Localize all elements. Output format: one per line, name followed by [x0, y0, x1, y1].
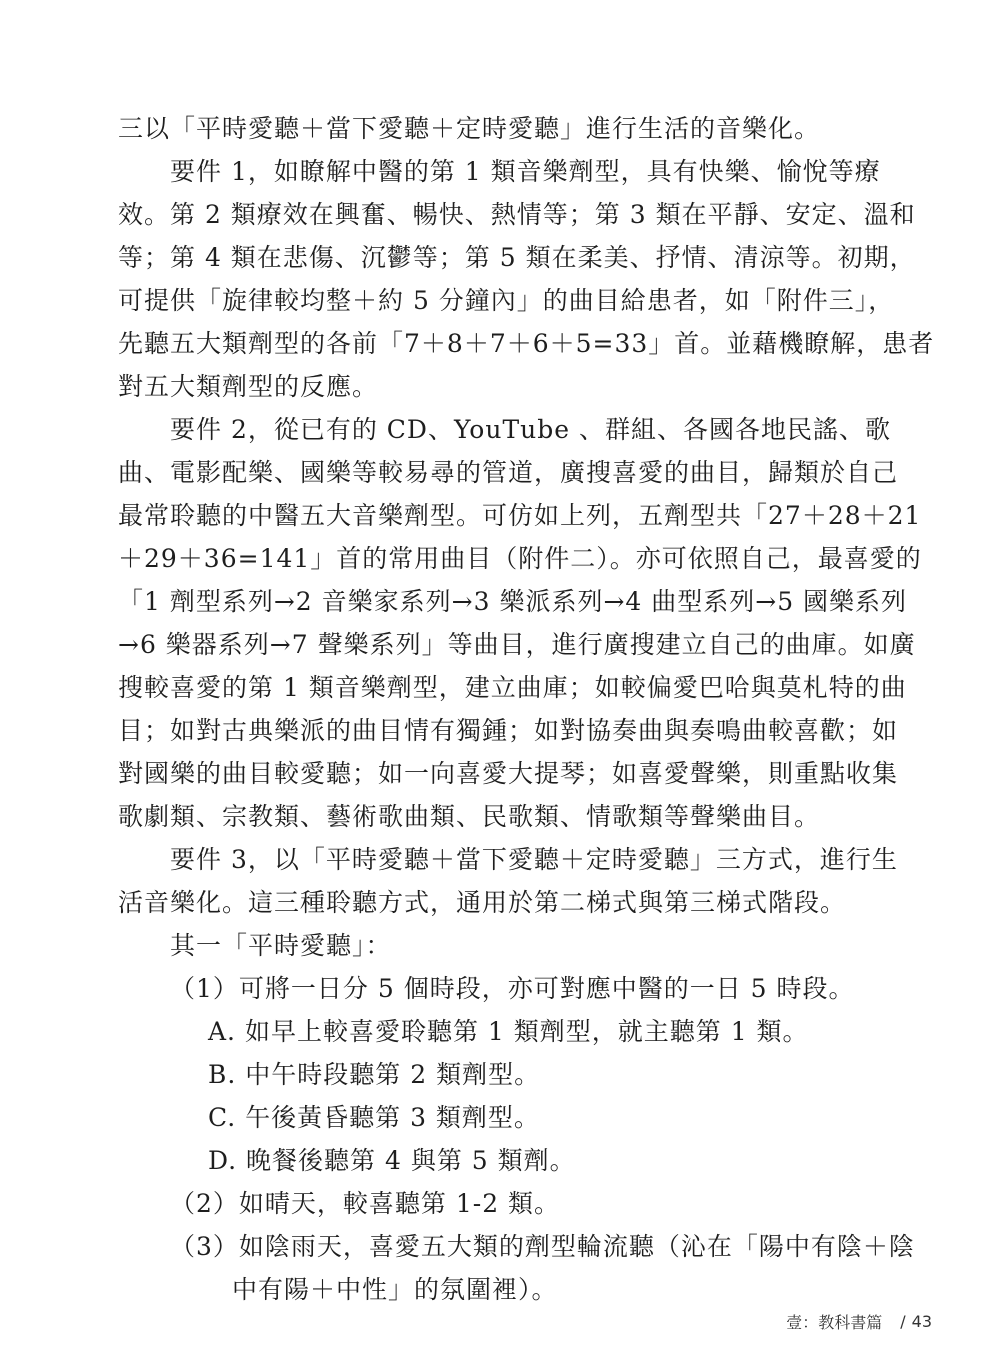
paragraph-line: 可提供「旋律較均整＋約 5 分鐘內」的曲目給患者，如「附件三」，: [118, 286, 895, 315]
paragraph-line: 三以「平時愛聽＋當下愛聽＋定時愛聽」進行生活的音樂化。: [118, 114, 821, 143]
sub-list-item: A. 如早上較喜愛聆聽第 1 類劑型，就主聽第 1 類。: [208, 1017, 809, 1046]
paragraph-line: 對國樂的曲目較愛聽；如一向喜愛大提琴；如喜愛聲樂，則重點收集: [118, 759, 899, 788]
sub-list-item: B. 中午時段聽第 2 類劑型。: [208, 1060, 541, 1089]
paragraph-line: 曲、電影配樂、國樂等較易尋的管道，廣搜喜愛的曲目，歸類於自己: [118, 458, 899, 487]
list-heading: 其一「平時愛聽」：: [170, 931, 392, 960]
paragraph-line: 要件 1，如瞭解中醫的第 1 類音樂劑型，具有快樂、愉悅等療: [170, 157, 881, 186]
paragraph-line: 活音樂化。這三種聆聽方式，通用於第二梯式與第三梯式階段。: [118, 888, 847, 917]
paragraph-line: ＋29＋36=141」首的常用曲目（附件二）。亦可依照自己，最喜愛的: [118, 544, 922, 573]
paragraph-line: 要件 2，從已有的 CD、YouTube 、群組、各國各地民謠、歌: [170, 415, 891, 444]
paragraph-line: 最常聆聽的中醫五大音樂劑型。可仿如上列，五劑型共「27＋28＋21: [118, 501, 922, 530]
sub-list-item: C. 午後黃昏聽第 3 類劑型。: [208, 1103, 540, 1132]
list-item: （2）如晴天，較喜聽第 1-2 類。: [170, 1189, 561, 1218]
list-item-continuation: 中有陽＋中性」的氛圍裡）。: [232, 1275, 558, 1304]
footer-separator: /: [900, 1311, 906, 1331]
page-number: 43: [911, 1311, 932, 1331]
page-footer: [700, 1306, 932, 1336]
paragraph-line: 搜較喜愛的第 1 類音樂劑型，建立曲庫；如較偏愛巴哈與莫札特的曲: [118, 673, 907, 702]
list-item: （1）可將一日分 5 個時段，亦可對應中醫的一日 5 時段。: [170, 974, 855, 1003]
paragraph-line: →6 樂器系列→7 聲樂系列」等曲目，進行廣搜建立自己的曲庫。如廣: [118, 630, 916, 659]
list-item: （3）如陰雨天，喜愛五大類的劑型輪流聽（沁在「陽中有陰＋陰: [170, 1232, 915, 1261]
paragraph-line: 等；第 4 類在悲傷、沉鬱等；第 5 類在柔美、抒情、清涼等。初期，: [118, 243, 916, 272]
paragraph-line: 「1 劑型系列→2 音樂家系列→3 樂派系列→4 曲型系列→5 國樂系列: [118, 587, 908, 616]
paragraph-line: 效。第 2 類療效在興奮、暢快、熱情等；第 3 類在平靜、安定、溫和: [118, 200, 916, 229]
sub-list-item: D. 晚餐後聽第 4 與第 5 類劑。: [208, 1146, 576, 1175]
paragraph-line: 歌劇類、宗教類、藝術歌曲類、民歌類、情歌類等聲樂曲目。: [118, 802, 821, 831]
footer-section-title: 壹：教科書篇: [786, 1312, 883, 1332]
paragraph-line: 目；如對古典樂派的曲目情有獨鍾；如對協奏曲與奏鳴曲較喜歡；如: [118, 716, 899, 745]
paragraph-line: 先聽五大類劑型的各前「7＋8＋7＋6＋5=33」首。並藉機瞭解，患者: [118, 329, 935, 358]
paragraph-line: 要件 3，以「平時愛聽＋當下愛聽＋定時愛聽」三方式，進行生: [170, 845, 898, 874]
paragraph-line: 對五大類劑型的反應。: [118, 372, 379, 401]
